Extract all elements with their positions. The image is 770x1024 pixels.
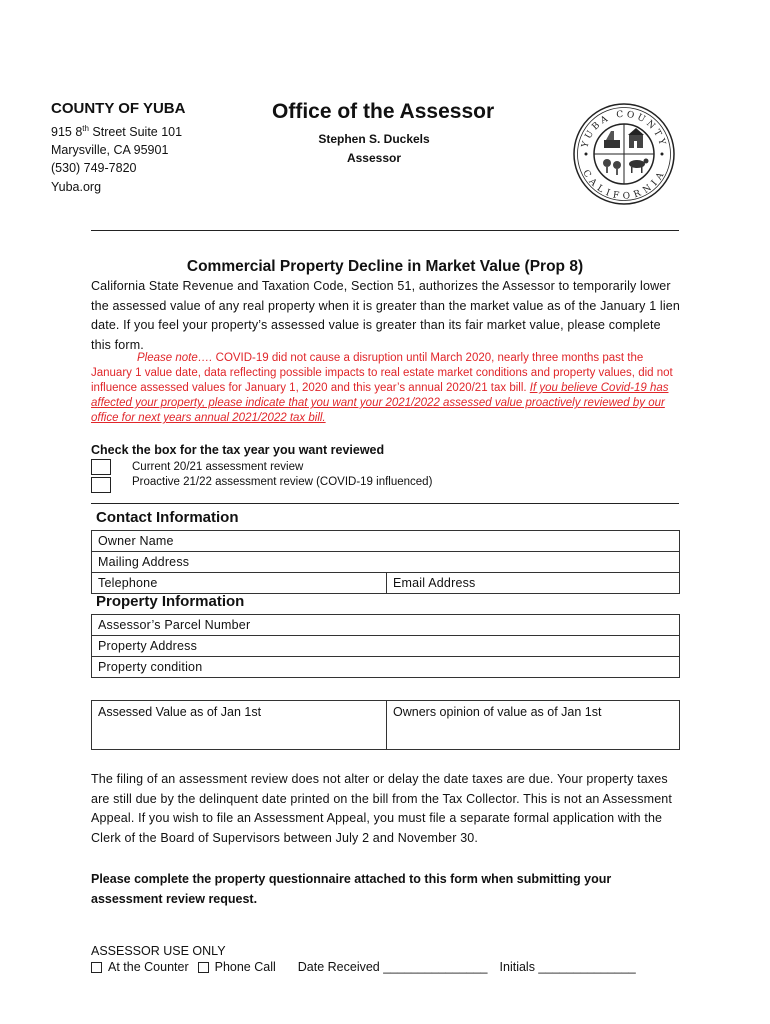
telephone-field[interactable]	[92, 573, 387, 593]
assessor-use-only-label: ASSESSOR USE ONLY	[91, 944, 226, 958]
county-seal-icon	[573, 103, 675, 205]
tax-year-heading: Check the box for the tax year you want reviewed	[91, 443, 385, 457]
assessed-value-field[interactable]	[92, 701, 387, 749]
phone-number: (530) 749-7820	[51, 161, 137, 175]
telephone-label: Telephone	[98, 576, 158, 590]
owner-name-label: Owner Name	[98, 534, 174, 548]
mailing-address-label: Mailing Address	[98, 555, 190, 569]
phone-call-checkbox[interactable]	[198, 962, 209, 973]
seal-bottom-text: CALIFORNIA	[580, 168, 668, 202]
assessor-role: Assessor	[346, 151, 402, 165]
property-condition-field[interactable]	[92, 657, 679, 677]
phone-call-label: Phone Call	[214, 960, 276, 974]
owner-opinion-label: Owners opinion of value as of Jan 1st	[393, 705, 602, 719]
note-body: COVID-19 did not cause a disruption until March 2020, nearly three months past the January 1 value date, data reflecting possible impacts to real estate market conditions and property values, did not influence assessed values for January 1, 2020 and this year’s annual 2020/21 tax bill.	[91, 352, 673, 394]
initials-field[interactable]: Initials ______________	[499, 960, 636, 974]
assessed-value-label: Assessed Value as of Jan 1st	[98, 705, 262, 719]
website-link[interactable]: Yuba.org	[51, 180, 102, 194]
email-label: Email Address	[393, 576, 476, 590]
section-divider	[91, 503, 679, 504]
current-year-label: Current 20/21 assessment review	[132, 461, 304, 473]
email-field[interactable]	[387, 573, 476, 593]
phone-call-option[interactable]	[198, 960, 276, 974]
covid-note	[91, 351, 683, 426]
contact-table	[91, 530, 680, 594]
note-underlined: If you believe Covid-19 has affected your property, please indicate that you want your 2021/2022 assessed value proactively reviewed by our office for next years annual 2021/2022 tax bill.	[91, 382, 669, 424]
header-divider	[91, 230, 679, 231]
date-received-field[interactable]: Date Received _______________	[297, 960, 488, 974]
parcel-number-field[interactable]	[92, 615, 679, 636]
address-line-1: 915 8th Street Suite 101	[51, 124, 183, 140]
form-title: Commercial Property Decline in Market Value (Prop 8)	[186, 258, 584, 275]
at-counter-checkbox[interactable]	[91, 962, 102, 973]
address-line-2: Marysville, CA 95901	[51, 143, 169, 157]
assessor-use-row	[91, 960, 636, 974]
parcel-number-label: Assessor’s Parcel Number	[98, 618, 251, 632]
property-address-field[interactable]	[92, 636, 679, 657]
current-year-checkbox[interactable]	[91, 459, 111, 475]
office-title: Office of the Assessor	[272, 100, 495, 123]
questionnaire-notice: Please complete the property questionnaire attached to this form when submitting your assessment review request.	[91, 872, 612, 906]
at-counter-label: At the Counter	[108, 960, 189, 974]
owner-opinion-field[interactable]	[387, 701, 601, 749]
county-name: COUNTY OF YUBA	[51, 100, 186, 117]
value-table	[91, 700, 680, 750]
contact-section-title: Contact Information	[96, 509, 239, 526]
owner-name-field[interactable]	[92, 531, 679, 552]
at-counter-option[interactable]	[91, 960, 189, 974]
intro-paragraph: California State Revenue and Taxation Code, Section 51, authorizes the Assessor to temporarily lower the assessed value of any real property when it is greater than the market value as of the January 1 lien date. If you feel your property’s assessed value is greater than its fair market value, please complete this form.	[91, 279, 680, 352]
proactive-year-checkbox[interactable]	[91, 477, 111, 493]
assessor-name: Stephen S. Duckels	[318, 132, 430, 146]
mailing-address-field[interactable]	[92, 552, 679, 573]
note-lead: Please note….	[137, 352, 213, 364]
property-address-label: Property Address	[98, 639, 198, 653]
property-section-title: Property Information	[96, 593, 245, 610]
property-condition-label: Property condition	[98, 660, 203, 674]
seal-top-text: YUBA COUNTY	[580, 109, 668, 149]
proactive-year-label: Proactive 21/22 assessment review (COVID-19 influenced)	[132, 476, 433, 488]
property-table	[91, 614, 680, 678]
disclaimer-paragraph: The filing of an assessment review does not alter or delay the date taxes are due. Your property taxes are still due by the delinquent date printed on the bill from the Tax Collector. This is not an Assessment Appeal. If you wish to file an Assessment Appeal, you must file a separate formal application with the Clerk of the Board of Supervisors between July 2 and November 30.	[91, 772, 673, 845]
